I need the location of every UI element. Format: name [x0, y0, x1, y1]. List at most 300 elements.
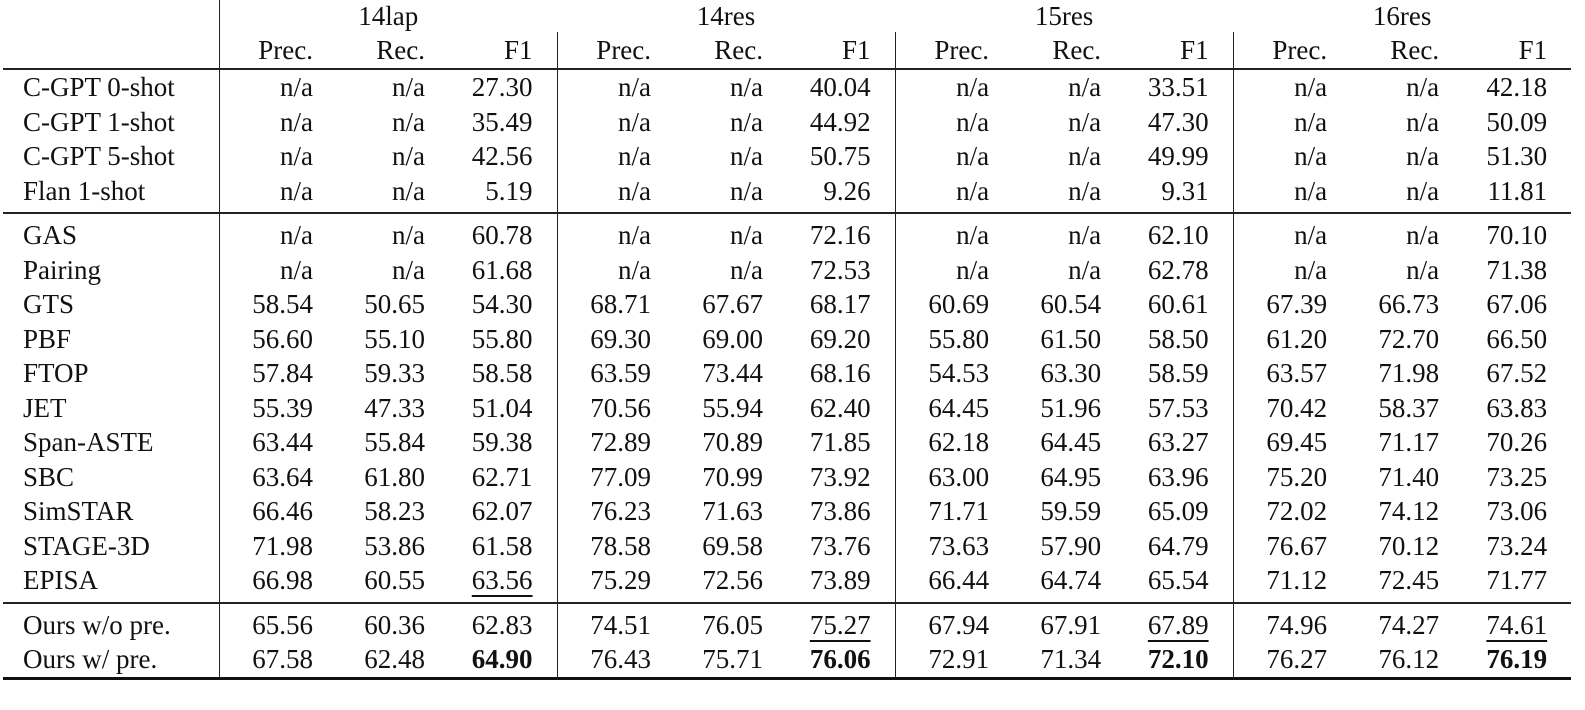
dataset-header-14lap: 14lap	[219, 0, 557, 32]
cell-value: n/a	[618, 220, 652, 251]
cell-15res-rec	[1007, 213, 1119, 253]
cell-15res-rec	[1007, 139, 1119, 174]
cell-value: 64.95	[1040, 461, 1102, 492]
cell-15res-f1	[1119, 460, 1233, 495]
cell-value: 67.89	[1147, 609, 1209, 640]
cell-value: n/a	[956, 175, 990, 206]
cell-16res-rec	[1345, 460, 1457, 495]
cell-value: 64.90	[471, 644, 533, 675]
cell-16res-f1	[1457, 139, 1571, 174]
cell-14lap-f1	[443, 529, 557, 564]
cell-14lap-prec	[219, 213, 331, 253]
cell-14lap-rec	[331, 213, 443, 253]
cell-value: 66.50	[1486, 323, 1548, 354]
cell-value: n/a	[280, 72, 313, 103]
cell-14res-prec	[557, 253, 669, 288]
cell-value: 60.54	[1040, 289, 1102, 320]
cell-value: 51.96	[1040, 392, 1102, 423]
cell-value: 58.59	[1147, 358, 1209, 389]
cell-value: 64.45	[1040, 427, 1102, 458]
cell-value: 71.71	[928, 496, 990, 527]
cell-15res-rec	[1007, 460, 1119, 495]
cell-value: n/a	[1406, 254, 1440, 285]
cell-14lap-f1	[443, 69, 557, 105]
cell-value: 63.44	[252, 427, 313, 458]
cell-value: 64.74	[1040, 565, 1102, 596]
cell-16res-f1	[1457, 174, 1571, 214]
cell-value: 62.78	[1147, 254, 1209, 285]
cell-14lap-prec	[219, 460, 331, 495]
cell-14res-prec	[557, 69, 669, 105]
cell-16res-rec	[1345, 287, 1457, 322]
cell-15res-prec	[895, 105, 1007, 140]
cell-14res-prec	[557, 642, 669, 678]
cell-value: 71.17	[1378, 427, 1440, 458]
cell-value: 71.77	[1486, 565, 1548, 596]
cell-value: 9.31	[1161, 175, 1209, 206]
cell-15res-rec	[1007, 253, 1119, 288]
cell-14lap-prec	[219, 603, 331, 643]
cell-value: 73.44	[702, 358, 764, 389]
cell-value: n/a	[280, 175, 313, 206]
cell-15res-prec	[895, 425, 1007, 460]
cell-value: n/a	[1068, 220, 1102, 251]
method-name: C-GPT 5-shot	[23, 141, 175, 172]
cell-16res-prec	[1233, 253, 1345, 288]
cell-value: n/a	[1406, 141, 1440, 172]
cell-value: 66.44	[928, 565, 990, 596]
cell-value: 69.58	[702, 530, 764, 561]
cell-value: 74.96	[1266, 609, 1328, 640]
cell-value: n/a	[956, 220, 990, 251]
metric-header-prec: Prec.	[219, 32, 331, 69]
cell-16res-f1	[1457, 494, 1571, 529]
cell-value: 9.26	[823, 175, 871, 206]
cell-15res-rec	[1007, 287, 1119, 322]
cell-value: 70.42	[1266, 392, 1328, 423]
cell-14lap-rec	[331, 425, 443, 460]
cell-15res-prec	[895, 494, 1007, 529]
cell-value: n/a	[730, 175, 764, 206]
cell-value: 55.39	[252, 392, 313, 423]
cell-value: 50.75	[809, 141, 871, 172]
cell-16res-f1	[1457, 563, 1571, 603]
cell-value: n/a	[1294, 175, 1328, 206]
cell-value: 35.49	[471, 106, 533, 137]
cell-value: 66.73	[1378, 289, 1440, 320]
cell-value: n/a	[1068, 175, 1102, 206]
cell-value: 58.23	[364, 496, 425, 527]
cell-value: 77.09	[590, 461, 652, 492]
cell-value: 71.40	[1378, 461, 1440, 492]
cell-14lap-prec	[219, 563, 331, 603]
cell-value: n/a	[280, 254, 313, 285]
cell-15res-f1	[1119, 356, 1233, 391]
cell-15res-f1	[1119, 322, 1233, 357]
cell-15res-rec	[1007, 494, 1119, 529]
cell-14lap-f1	[443, 460, 557, 495]
cell-16res-rec	[1345, 213, 1457, 253]
cell-value: n/a	[730, 141, 764, 172]
cell-16res-f1	[1457, 322, 1571, 357]
cell-15res-rec	[1007, 69, 1119, 105]
cell-14lap-f1	[443, 356, 557, 391]
cell-14res-prec	[557, 105, 669, 140]
cell-15res-rec	[1007, 322, 1119, 357]
cell-14lap-prec	[219, 139, 331, 174]
cell-15res-prec	[895, 642, 1007, 678]
cell-value: 71.12	[1266, 565, 1328, 596]
cell-14res-f1	[781, 139, 895, 174]
cell-14res-f1	[781, 494, 895, 529]
cell-16res-f1	[1457, 356, 1571, 391]
cell-value: 59.59	[1040, 496, 1102, 527]
cell-15res-f1	[1119, 105, 1233, 140]
cell-value: 73.92	[809, 461, 871, 492]
cell-value: 40.04	[809, 72, 871, 103]
cell-value: n/a	[956, 72, 990, 103]
cell-value: 72.56	[702, 565, 764, 596]
cell-15res-f1	[1119, 642, 1233, 678]
cell-value: n/a	[618, 106, 652, 137]
dataset-header-16res: 16res	[1372, 1, 1432, 31]
cell-14res-rec	[669, 287, 781, 322]
cell-value: 61.58	[471, 530, 533, 561]
cell-14res-rec	[669, 174, 781, 214]
cell-value: n/a	[1406, 220, 1440, 251]
cell-value: 33.51	[1147, 72, 1209, 103]
cell-value: n/a	[1406, 72, 1440, 103]
cell-value: n/a	[956, 141, 990, 172]
method-name: SimSTAR	[23, 496, 134, 527]
cell-14lap-f1	[443, 105, 557, 140]
cell-14lap-prec	[219, 356, 331, 391]
cell-value: 61.68	[471, 254, 533, 285]
cell-value: 74.51	[590, 609, 652, 640]
method-name: EPISA	[3, 563, 219, 603]
cell-value: n/a	[618, 141, 652, 172]
cell-value: n/a	[1406, 175, 1440, 206]
cell-value: 70.10	[1486, 220, 1548, 251]
cell-16res-f1	[1457, 105, 1571, 140]
cell-14res-prec	[557, 356, 669, 391]
cell-value: 63.30	[1040, 358, 1102, 389]
cell-14res-prec	[557, 529, 669, 564]
cell-14lap-rec	[331, 642, 443, 678]
cell-14lap-prec	[219, 253, 331, 288]
table-row	[3, 356, 1571, 391]
cell-14res-prec	[557, 287, 669, 322]
cell-value: 69.45	[1266, 427, 1328, 458]
cell-15res-rec	[1007, 642, 1119, 678]
cell-14lap-rec	[331, 494, 443, 529]
cell-14res-rec	[669, 563, 781, 603]
cell-value: 62.48	[364, 644, 425, 675]
metric-header-prec: Prec.	[1233, 32, 1345, 69]
cell-14res-rec	[669, 356, 781, 391]
cell-16res-prec	[1233, 139, 1345, 174]
cell-value: 76.23	[590, 496, 652, 527]
cell-value: n/a	[1294, 254, 1328, 285]
cell-15res-prec	[895, 603, 1007, 643]
cell-15res-prec	[895, 460, 1007, 495]
cell-16res-rec	[1345, 174, 1457, 214]
cell-value: 72.53	[809, 254, 871, 285]
cell-14res-prec	[557, 603, 669, 643]
cell-14lap-f1	[443, 425, 557, 460]
cell-value: 73.89	[809, 565, 871, 596]
cell-value: 72.70	[1378, 323, 1440, 354]
cell-14res-rec	[669, 105, 781, 140]
cell-value: 65.56	[252, 609, 313, 640]
cell-value: 73.76	[809, 530, 871, 561]
cell-value: 55.80	[928, 323, 990, 354]
cell-value: n/a	[1068, 141, 1102, 172]
cell-14res-rec	[669, 642, 781, 678]
cell-15res-f1	[1119, 253, 1233, 288]
cell-14lap-prec	[219, 425, 331, 460]
cell-value: 54.53	[928, 358, 990, 389]
metric-header-prec: Prec.	[557, 32, 669, 69]
cell-16res-prec	[1233, 287, 1345, 322]
cell-14lap-rec	[331, 139, 443, 174]
cell-15res-rec	[1007, 563, 1119, 603]
cell-value: 73.86	[809, 496, 871, 527]
cell-value: 42.56	[471, 141, 533, 172]
cell-14lap-f1	[443, 563, 557, 603]
cell-14res-f1	[781, 391, 895, 426]
metric-header-prec: Prec.	[895, 32, 1007, 69]
cell-15res-prec	[895, 69, 1007, 105]
metric-header-f1: F1	[1119, 32, 1233, 69]
cell-value: 27.30	[471, 72, 533, 103]
cell-14lap-f1	[443, 287, 557, 322]
cell-value: 68.16	[809, 358, 871, 389]
metric-header-rec: Rec.	[331, 32, 443, 69]
cell-15res-prec	[895, 391, 1007, 426]
table-row	[3, 253, 1571, 288]
cell-value: 60.55	[364, 565, 425, 596]
cell-value: 69.20	[809, 323, 871, 354]
method-name: Span-ASTE	[23, 427, 154, 458]
cell-value: 76.06	[809, 644, 871, 675]
cell-16res-f1	[1457, 213, 1571, 253]
cell-value: 63.96	[1147, 461, 1209, 492]
cell-15res-rec	[1007, 603, 1119, 643]
cell-14res-f1	[781, 642, 895, 678]
cell-value: 59.33	[364, 358, 425, 389]
cell-16res-f1	[1457, 642, 1571, 678]
table-row	[3, 391, 1571, 426]
cell-value: 73.25	[1486, 461, 1548, 492]
cell-16res-prec	[1233, 529, 1345, 564]
cell-value: 67.94	[928, 609, 990, 640]
cell-value: 67.52	[1486, 358, 1548, 389]
cell-value: 76.05	[702, 609, 764, 640]
cell-value: 63.56	[471, 565, 533, 596]
cell-16res-rec	[1345, 391, 1457, 426]
cell-value: 68.71	[590, 289, 652, 320]
cell-14lap-prec	[219, 529, 331, 564]
cell-16res-f1	[1457, 603, 1571, 643]
cell-value: 47.30	[1147, 106, 1209, 137]
cell-value: n/a	[392, 106, 425, 137]
method-name: SBC	[23, 461, 75, 492]
cell-16res-prec	[1233, 391, 1345, 426]
method-name: GAS	[23, 220, 78, 251]
cell-16res-f1	[1457, 287, 1571, 322]
cell-value: n/a	[280, 106, 313, 137]
cell-value: 70.89	[702, 427, 764, 458]
cell-value: 67.58	[252, 644, 313, 675]
cell-value: 75.27	[809, 609, 871, 640]
cell-value: n/a	[1294, 72, 1328, 103]
cell-15res-prec	[895, 139, 1007, 174]
cell-value: 72.45	[1378, 565, 1440, 596]
cell-value: 72.10	[1147, 644, 1209, 675]
cell-value: 51.30	[1486, 141, 1548, 172]
cell-value: 72.02	[1266, 496, 1328, 527]
metric-header-f1: F1	[443, 32, 557, 69]
cell-value: 74.12	[1378, 496, 1440, 527]
cell-value: 75.29	[590, 565, 652, 596]
cell-value: n/a	[1068, 72, 1102, 103]
cell-16res-rec	[1345, 642, 1457, 678]
method-name: STAGE-3D	[23, 530, 150, 561]
cell-16res-prec	[1233, 603, 1345, 643]
cell-14lap-rec	[331, 391, 443, 426]
cell-14lap-f1	[443, 253, 557, 288]
cell-14res-f1	[781, 174, 895, 214]
cell-value: 72.16	[809, 220, 871, 251]
table-row	[3, 425, 1571, 460]
cell-16res-prec	[1233, 563, 1345, 603]
cell-15res-prec	[895, 253, 1007, 288]
cell-14res-rec	[669, 425, 781, 460]
metric-header-rec: Rec.	[669, 32, 781, 69]
cell-14lap-f1	[443, 139, 557, 174]
cell-14res-rec	[669, 322, 781, 357]
cell-15res-f1	[1119, 213, 1233, 253]
cell-value: n/a	[392, 141, 425, 172]
cell-14lap-prec	[219, 287, 331, 322]
cell-16res-f1	[1457, 425, 1571, 460]
cell-value: 55.10	[364, 323, 425, 354]
cell-value: 61.80	[364, 461, 425, 492]
cell-15res-f1	[1119, 139, 1233, 174]
cell-value: n/a	[956, 106, 990, 137]
cell-14res-prec	[557, 494, 669, 529]
cell-value: n/a	[392, 220, 425, 251]
cell-16res-rec	[1345, 563, 1457, 603]
cell-14res-prec	[557, 213, 669, 253]
table-row	[3, 494, 1571, 529]
cell-value: 61.20	[1266, 323, 1328, 354]
cell-14res-rec	[669, 460, 781, 495]
cell-15res-prec	[895, 563, 1007, 603]
cell-14res-rec	[669, 391, 781, 426]
cell-16res-prec	[1233, 69, 1345, 105]
cell-16res-f1	[1457, 69, 1571, 105]
cell-value: 57.90	[1040, 530, 1102, 561]
cell-value: 71.34	[1040, 644, 1102, 675]
cell-14lap-rec	[331, 174, 443, 214]
cell-14lap-rec	[331, 529, 443, 564]
cell-16res-rec	[1345, 253, 1457, 288]
cell-value: 62.10	[1147, 220, 1209, 251]
cell-value: 61.50	[1040, 323, 1102, 354]
cell-value: 53.86	[364, 530, 425, 561]
cell-value: 58.50	[1147, 323, 1209, 354]
table-row	[3, 322, 1571, 357]
cell-value: n/a	[1294, 106, 1328, 137]
cell-16res-prec	[1233, 322, 1345, 357]
cell-16res-f1	[1457, 391, 1571, 426]
cell-value: 73.24	[1486, 530, 1548, 561]
cell-value: n/a	[730, 106, 764, 137]
cell-value: 11.81	[1487, 175, 1548, 206]
cell-value: 67.67	[702, 289, 764, 320]
cell-value: 76.19	[1486, 644, 1548, 675]
cell-14res-prec	[557, 460, 669, 495]
method-name: FTOP	[23, 358, 89, 389]
cell-14res-rec	[669, 69, 781, 105]
cell-14res-f1	[781, 563, 895, 603]
cell-value: 63.00	[928, 461, 990, 492]
cell-14res-f1	[781, 425, 895, 460]
cell-value: n/a	[1406, 106, 1440, 137]
cell-14res-rec	[669, 139, 781, 174]
cell-value: 58.37	[1378, 392, 1440, 423]
cell-16res-rec	[1345, 603, 1457, 643]
cell-15res-prec	[895, 213, 1007, 253]
cell-value: n/a	[1294, 141, 1328, 172]
cell-14res-f1	[781, 253, 895, 288]
cell-16res-rec	[1345, 425, 1457, 460]
cell-15res-prec	[895, 356, 1007, 391]
cell-value: 51.04	[471, 392, 533, 423]
method-name: Flan 1-shot	[3, 174, 219, 214]
cell-value: 63.59	[590, 358, 652, 389]
cell-14res-prec	[557, 563, 669, 603]
cell-14lap-f1	[443, 322, 557, 357]
cell-value: 62.40	[809, 392, 871, 423]
cell-value: 63.57	[1266, 358, 1328, 389]
cell-16res-prec	[1233, 460, 1345, 495]
metric-header-rec: Rec.	[1007, 32, 1119, 69]
cell-15res-f1	[1119, 174, 1233, 214]
metric-header-f1: F1	[1457, 32, 1571, 69]
table-row	[3, 529, 1571, 564]
cell-value: 60.69	[928, 289, 990, 320]
cell-14lap-f1	[443, 603, 557, 643]
cell-14lap-prec	[219, 105, 331, 140]
cell-16res-prec	[1233, 642, 1345, 678]
cell-value: n/a	[1068, 254, 1102, 285]
cell-14lap-rec	[331, 105, 443, 140]
cell-value: 5.19	[485, 175, 533, 206]
metric-header-rec: Rec.	[1345, 32, 1457, 69]
cell-value: 70.56	[590, 392, 652, 423]
cell-value: 76.43	[590, 644, 652, 675]
cell-value: 76.27	[1266, 644, 1328, 675]
table-row	[3, 213, 1571, 253]
cell-value: 56.60	[252, 323, 313, 354]
cell-14lap-f1	[443, 213, 557, 253]
cell-15res-rec	[1007, 356, 1119, 391]
cell-value: n/a	[730, 220, 764, 251]
cell-value: 55.84	[364, 427, 425, 458]
